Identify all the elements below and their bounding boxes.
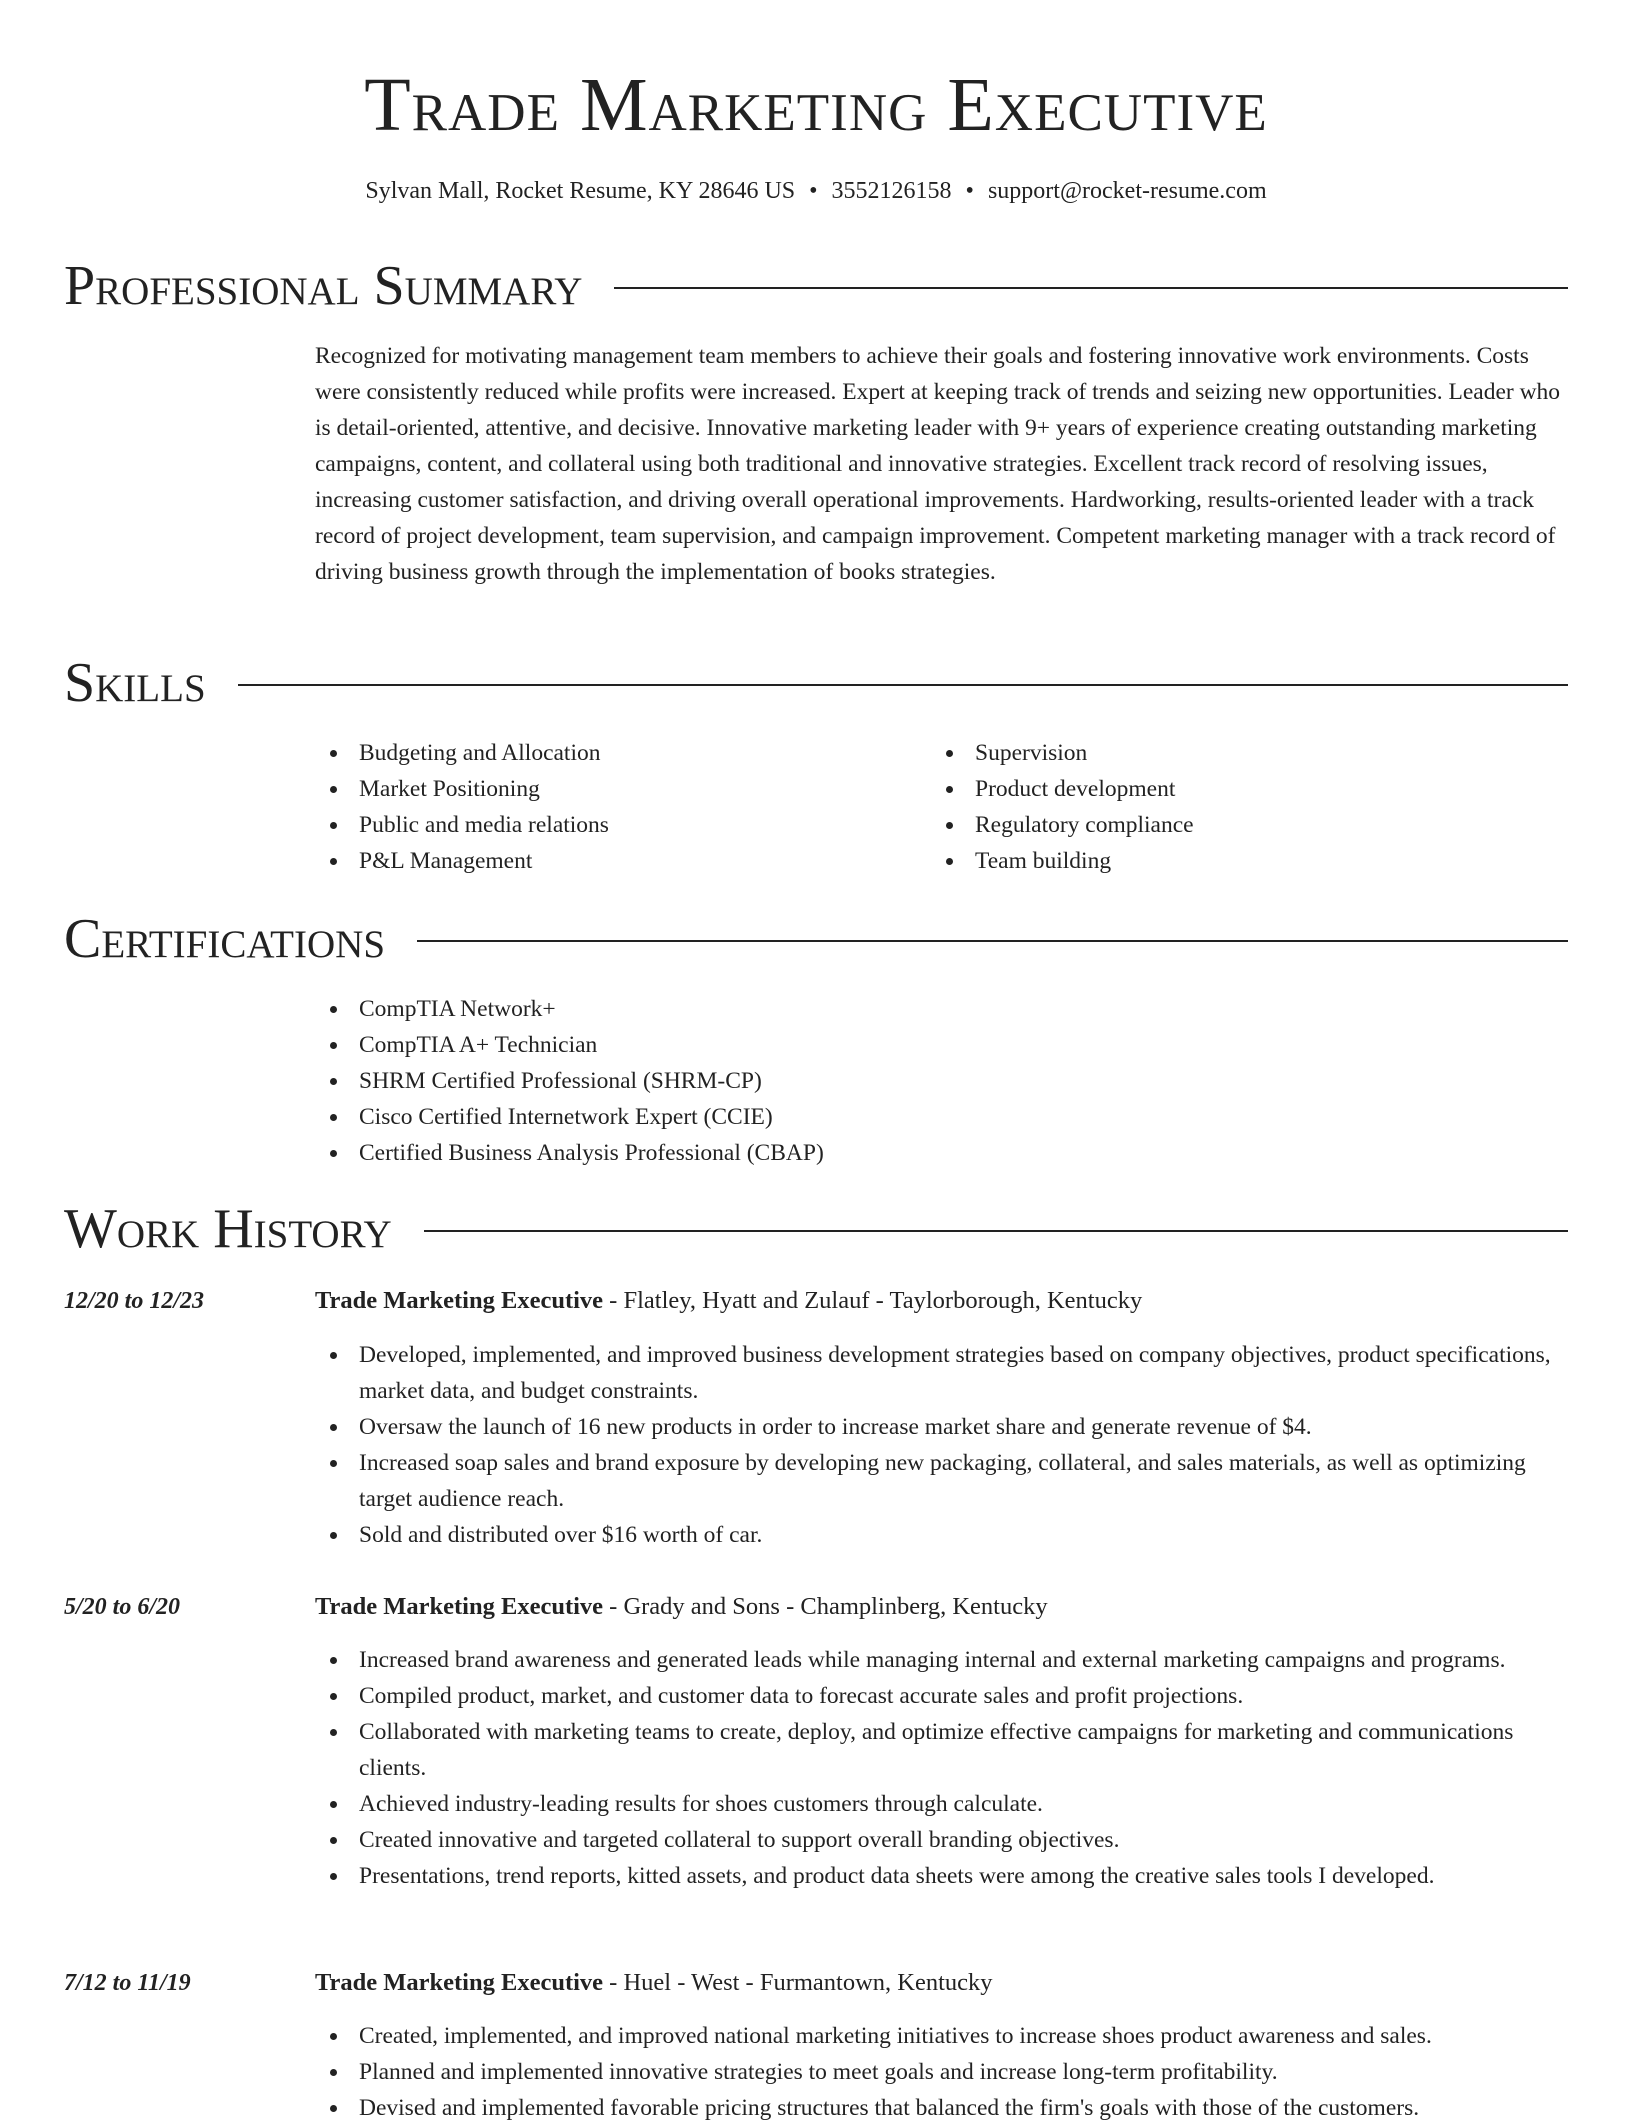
job-employer-location: - Grady and Sons - Champlinberg, Kentucky [603,1593,1048,1620]
contact-address: Sylvan Mall, Rocket Resume, KY 28646 US [365,178,796,204]
work-history-section-header [64,1194,1568,1264]
skills-heading: Skills [64,652,206,714]
skill-item: Team building [931,843,1531,879]
certifications-list [315,991,1315,1171]
section-divider [238,684,1568,686]
job-bullet: Increased brand awareness and generated leads while managing internal and external marketing campaigns and programs. [315,1642,1568,1678]
summary-text: Recognized for motivating management team members to achieve their goals and fostering innovative work environments. Costs were consistently reduced while profits were increased. Expert at keeping track of trends and seizing new opportunities. Leader who is detail-oriented, attentive, and decisive. Innovative marketing leader with 9+ years of experience creating outstanding marketing campaigns, content, and collateral using both traditional and innovative strategies. Excellent track record of resolving issues, increasing customer satisfaction, and driving overall operational improvements. Hardworking, results-oriented leader with a track record of project development, team supervision, and campaign improvement. Competent marketing manager with a track record of driving business growth through the implementation of books strategies. [315,343,1561,585]
certification-item: CompTIA Network+ [315,991,1315,1027]
work-history-heading: Work History [64,1198,392,1260]
skill-item: Regulatory compliance [931,807,1531,843]
job-bullet: Collaborated with marketing teams to create, deploy, and optimize effective campaigns for marketing and communications clients. [315,1714,1568,1786]
contact-separator: • [965,178,974,204]
job-bullets [315,2018,1568,2126]
contact-line [0,174,1632,208]
job-dates: 7/12 to 11/19 [64,1970,191,1996]
skill-item: Public and media relations [315,807,915,843]
certifications-heading: Certifications [64,908,386,970]
skill-item: Supervision [931,735,1531,771]
job-bullets [315,1642,1568,1894]
job-title: Trade Marketing Executive [315,1593,604,1620]
job-employer-location: - Huel - West - Furmantown, Kentucky [603,1969,993,1996]
skill-item: Budgeting and Allocation [315,735,915,771]
job-bullet: Compiled product, market, and customer data to forecast accurate sales and profit projections. [315,1678,1568,1714]
job-title: Trade Marketing Executive [315,1969,604,1996]
job-bullet: Created, implemented, and improved national marketing initiatives to increase shoes product awareness and sales. [315,2018,1568,2054]
section-divider [417,940,1568,942]
skills-list-right [931,735,1531,879]
skill-item: Product development [931,771,1531,807]
skill-item: Market Positioning [315,771,915,807]
certification-item: CompTIA A+ Technician [315,1027,1315,1063]
job-header [315,1284,1142,1318]
contact-email[interactable]: support@rocket-resume.com [987,178,1267,204]
job-bullet: Increased soap sales and brand exposure by developing new packaging, collateral, and sales materials, as well as optimizing target audience reach. [315,1445,1568,1517]
skill-item: P&L Management [315,843,915,879]
job-header [315,1590,1048,1624]
certification-item: Certified Business Analysis Professional (CBAP) [315,1135,1315,1171]
job-dates: 12/20 to 12/23 [64,1288,205,1314]
job-header [315,1966,993,2000]
summary-heading: Professional Summary [64,255,583,317]
certification-item: SHRM Certified Professional (SHRM-CP) [315,1063,1315,1099]
job-bullet: Presentations, trend reports, kitted assets, and product data sheets were among the creative sales tools I developed. [315,1858,1568,1894]
job-bullet: Sold and distributed over $16 worth of car. [315,1517,1568,1553]
section-divider [614,287,1568,289]
job-bullet: Developed, implemented, and improved business development strategies based on company objectives, product specifications, market data, and budget constraints. [315,1337,1568,1409]
job-bullet: Created innovative and targeted collateral to support overall branding objectives. [315,1822,1568,1858]
resume-title: Trade Marketing Executive [364,63,1268,147]
job-bullet: Devised and implemented favorable pricing structures that balanced the firm's goals with those of the customers. [315,2090,1568,2126]
job-bullets [315,1337,1568,1553]
contact-phone[interactable]: 3552126158 [831,178,952,204]
contact-separator: • [809,178,818,204]
job-employer-location: - Flatley, Hyatt and Zulauf - Taylorborough, Kentucky [603,1287,1143,1314]
skills-list-left [315,735,915,879]
skills-section-header [64,648,1568,718]
summary-section-header [64,251,1568,321]
certification-item: Cisco Certified Internetwork Expert (CCIE) [315,1099,1315,1135]
job-bullet: Planned and implemented innovative strategies to meet goals and increase long-term profitability. [315,2054,1568,2090]
job-dates: 5/20 to 6/20 [64,1594,181,1620]
certifications-section-header [64,904,1568,974]
section-divider [424,1230,1568,1232]
job-bullet: Oversaw the launch of 16 new products in order to increase market share and generate revenue of $4. [315,1409,1568,1445]
job-bullet: Achieved industry-leading results for shoes customers through calculate. [315,1786,1568,1822]
job-title: Trade Marketing Executive [315,1287,604,1314]
